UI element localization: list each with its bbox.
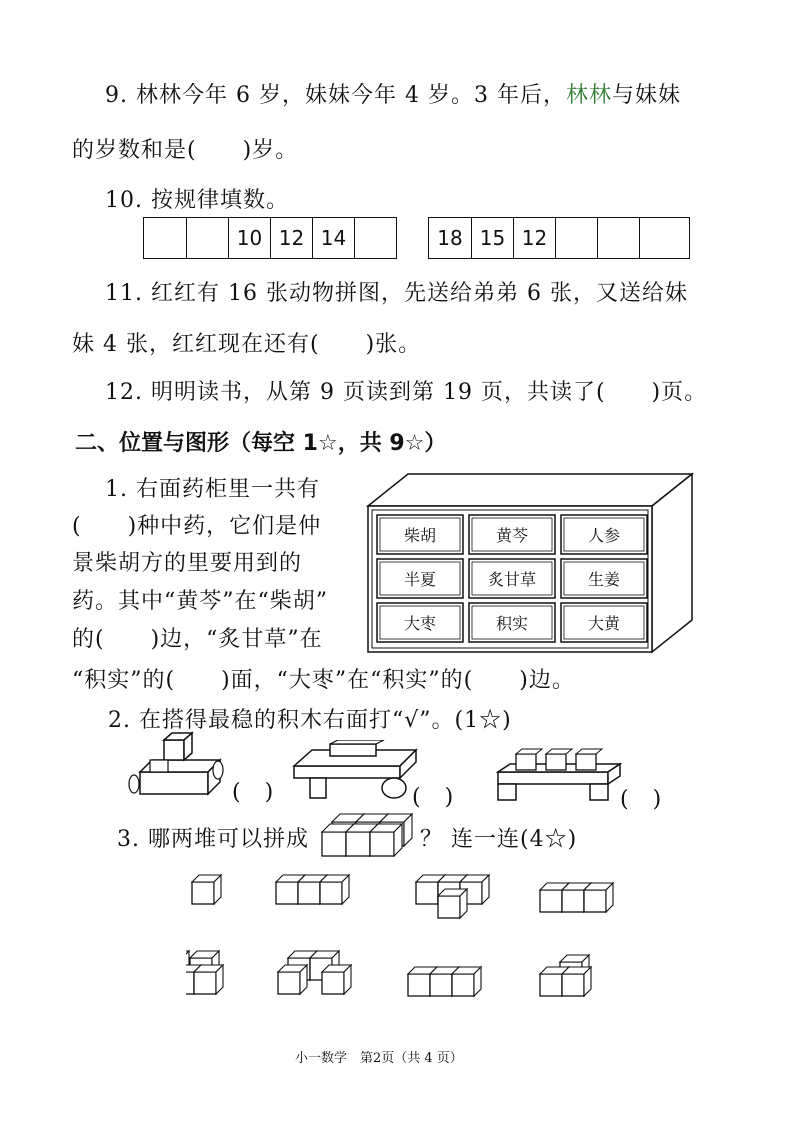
block-pile[interactable] xyxy=(540,955,591,996)
answer-paren-2[interactable]: ( ) xyxy=(412,785,455,810)
seq2-cell: 12 xyxy=(513,218,555,258)
cube xyxy=(408,974,430,996)
cube xyxy=(320,882,342,904)
drawer-label: 大黄 xyxy=(587,614,621,633)
drawer-label: 柴胡 xyxy=(403,526,437,545)
drawer-label: 大枣 xyxy=(403,614,437,633)
s2q1-line-4: 药。其中“黄芩”在“柴胡” xyxy=(72,589,328,614)
block-pile[interactable] xyxy=(540,883,613,912)
cube xyxy=(562,890,584,912)
block-stack-2 xyxy=(290,740,420,806)
cube xyxy=(278,972,300,994)
s2q1-line-3: 景柴胡方的里要用到的 xyxy=(72,551,303,576)
cube xyxy=(276,882,298,904)
cube xyxy=(562,974,584,996)
page-footer: 小一数学 第2页（共 4 页） xyxy=(295,1051,463,1066)
cube xyxy=(192,882,214,904)
target-blocks xyxy=(322,814,412,856)
sequence-row-2 xyxy=(428,217,690,259)
drawer-label: 积实 xyxy=(495,614,529,633)
block-stack-3 xyxy=(494,746,626,804)
drawer-label: 黄芩 xyxy=(495,526,529,545)
q11-line2: 妹 4 张，红红现在还有( )张。 xyxy=(72,332,422,357)
answer-paren-3[interactable]: ( ) xyxy=(620,787,663,812)
medicine-cabinet xyxy=(365,468,697,658)
cube xyxy=(186,972,194,994)
cube xyxy=(322,972,344,994)
s2q3-text-b: ？ 连一连(4☆) xyxy=(420,827,578,852)
seq1-cell[interactable] xyxy=(186,218,228,258)
s2q1-last-line: “积实”的( )面，“大枣”在“积实”的( )边。 xyxy=(72,668,575,693)
seq2-cell[interactable] xyxy=(597,218,639,258)
seq1-cell[interactable] xyxy=(144,218,186,258)
s2q2-text: 2. 在搭得最稳的积木右面打“√”。(1☆) xyxy=(108,708,512,733)
seq2-cell[interactable] xyxy=(555,218,597,258)
s2q3-text-a: 3. 哪两堆可以拼成 xyxy=(117,827,309,852)
s2q1-line-5: 的( )边，“炙甘草”在 xyxy=(72,627,323,652)
seq1-cell: 12 xyxy=(270,218,312,258)
target-block-shape xyxy=(316,812,416,862)
seq1-cell: 14 xyxy=(312,218,354,258)
cube xyxy=(584,890,606,912)
seq2-cell: 15 xyxy=(471,218,513,258)
q9-line1-text: 9. 林林今年 6 岁，妹妹今年 4 岁。3 年后， xyxy=(105,83,566,108)
cube xyxy=(298,882,320,904)
q9-line1-highlight: 林林 xyxy=(565,83,612,108)
sequence-row-1 xyxy=(143,217,397,259)
q9-line1-tail: 与妹妹 xyxy=(611,83,681,108)
s2q1-line-1: 1. 右面药柜里一共有 xyxy=(105,477,320,502)
q10-text: 10. 按规律填数。 xyxy=(105,188,289,213)
q11-line1: 11. 红红有 16 张动物拼图，先送给弟弟 6 张，又送给妹 xyxy=(105,281,688,306)
block-piles xyxy=(186,870,706,1020)
drawer-label: 生姜 xyxy=(587,570,621,589)
q12-text: 12. 明明读书，从第 9 页读到第 19 页，共读了( )页。 xyxy=(105,380,708,405)
cube xyxy=(540,890,562,912)
drawer-label: 人参 xyxy=(587,526,621,545)
seq1-cell: 10 xyxy=(228,218,270,258)
cube xyxy=(430,974,452,996)
cube xyxy=(438,896,460,918)
cube xyxy=(370,832,394,856)
section-2-title: 二、位置与图形（每空 1☆，共 9☆） xyxy=(75,431,447,456)
cube xyxy=(416,882,438,904)
block-pile[interactable] xyxy=(276,875,349,904)
seq2-cell[interactable] xyxy=(639,218,681,258)
block-pile[interactable] xyxy=(186,951,223,994)
q9-line1 xyxy=(105,78,681,109)
drawer-label: 半夏 xyxy=(403,570,437,589)
cube xyxy=(452,974,474,996)
seq1-cell[interactable] xyxy=(354,218,396,258)
seq2-cell: 18 xyxy=(437,226,463,250)
block-pile[interactable] xyxy=(408,967,481,996)
cube xyxy=(540,974,562,996)
cube xyxy=(194,972,216,994)
drawer-label: 炙甘草 xyxy=(487,570,537,589)
block-pile[interactable] xyxy=(278,951,351,994)
answer-paren-1[interactable]: ( ) xyxy=(232,780,275,805)
s2q1-line-2: ( )种中药，它们是仲 xyxy=(72,514,322,539)
cube xyxy=(346,832,370,856)
block-pile[interactable] xyxy=(416,875,489,918)
q9-line2: 的岁数和是( )岁。 xyxy=(72,138,299,163)
block-pile[interactable] xyxy=(192,875,221,904)
block-stack-1 xyxy=(128,730,228,802)
cube xyxy=(322,832,346,856)
